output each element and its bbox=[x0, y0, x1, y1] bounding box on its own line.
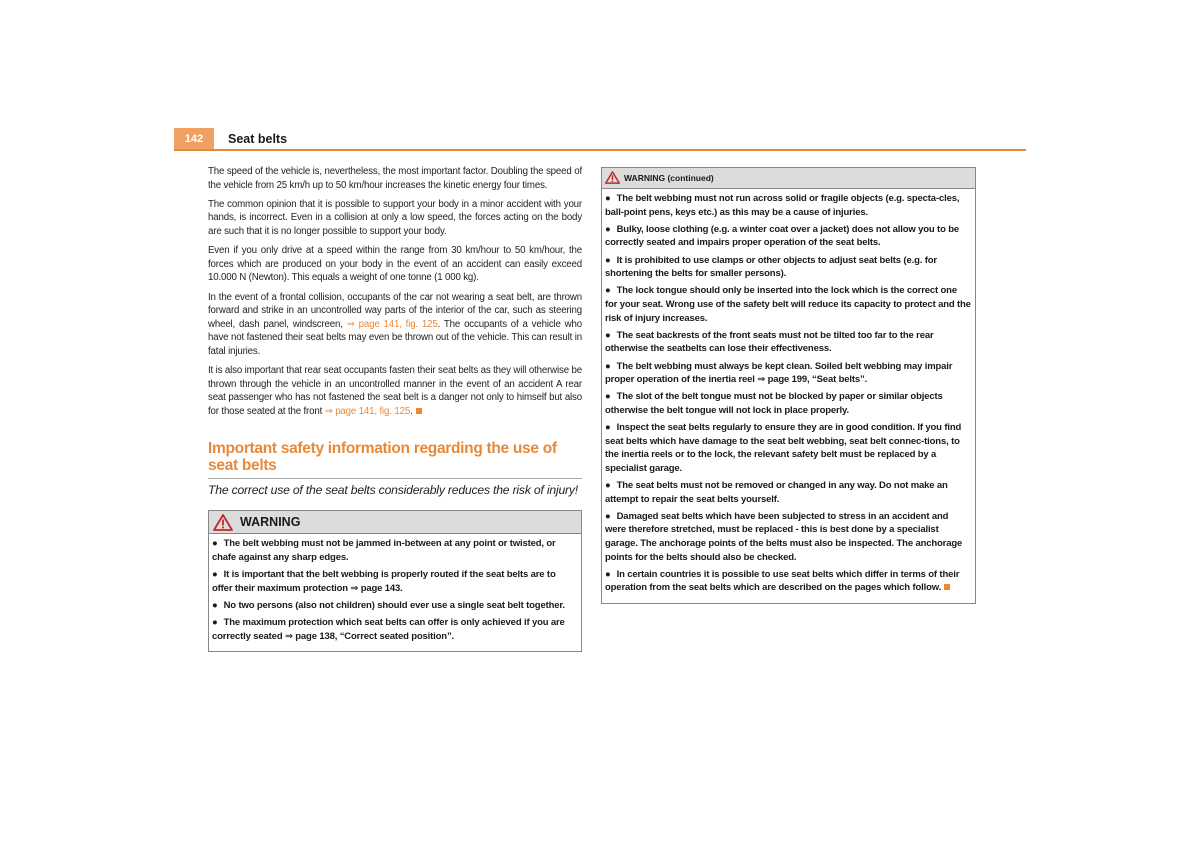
warning-bullet: ● The seat backrests of the front seats must not be tilted too far to the rear otherwise the seatbelts can lose their effectiveness. bbox=[605, 329, 934, 355]
warning-bullet: ● The belt webbing must always be kept clean. Soiled belt webbing may impair proper operation of the inertia reel ⇒ page 199, “Seat belts”. bbox=[605, 360, 953, 386]
paragraph-1: The speed of the vehicle is, nevertheless, the most important factor. Doubling the speed of the vehicle from 25 km/h up to 50 km/hour increases the kinetic energy four times. bbox=[208, 166, 582, 191]
bullet-dot: ● bbox=[605, 510, 611, 522]
bullet-dot: ● bbox=[605, 223, 611, 235]
warning-box bbox=[208, 510, 582, 652]
warning-triangle-icon bbox=[213, 514, 233, 531]
warning-bullet: ● The slot of the belt tongue must not be blocked by paper or similar objects otherwise the belt tongue will not lock in place properly. bbox=[605, 391, 943, 416]
warning-bullet: ● The belt webbing must not be jammed in-between at any point or twisted, or chafe against any sharp edges. bbox=[212, 538, 556, 564]
warning-title: WARNING bbox=[240, 515, 301, 530]
paragraph-4-tail: . The occupants of a vehicle who have not fastened their seat belts may even be thrown out of the vehicle. This can result in fatal injuries. bbox=[208, 318, 583, 357]
warning-bullet: ● Damaged seat belts which have been subjected to stress in an accident and were therefore stretched, must be replaced - this is best done by a specialist garage. The anchorage points of the belts must also be inspected. The anchorage points for the belts should also be checked. bbox=[605, 510, 963, 563]
warning-triangle-icon bbox=[605, 171, 620, 184]
warning-bullet: ● Bulky, loose clothing (e.g. a winter coat over a jacket) does not allow you to be correctly seated and impairs proper operation of the seat belts. bbox=[605, 223, 960, 249]
paragraph-5-text: It is also important that rear seat occupants fasten their seat belts as they will otherwise be thrown through the vehicle in an uncontrolled manner in the event of an accident A rear seat passenger who has not fastened the seat belt is a danger not only to himself but also for those seated at the front bbox=[208, 365, 582, 417]
paragraph-5 bbox=[208, 364, 582, 418]
page-reference-link[interactable]: ⇒ page 141, fig. 125 bbox=[346, 318, 438, 330]
bullet-dot: ● bbox=[212, 617, 218, 629]
bullet-dot: ● bbox=[605, 422, 611, 434]
bullet-dot: ● bbox=[605, 193, 611, 204]
section-subtitle: The correct use of the seat belts considerably reduces the risk of injury! bbox=[208, 483, 578, 498]
section-title: Seat belts bbox=[228, 132, 288, 146]
warning-bullet: ● No two persons (also not children) should ever use a single seat belt together. bbox=[212, 600, 565, 612]
warning-continued-title: WARNING (continued) bbox=[624, 173, 714, 183]
end-of-section-marker bbox=[944, 584, 950, 590]
page-number: 142 bbox=[174, 128, 214, 149]
section-heading: Important safety information regarding the use of seat belts bbox=[208, 440, 557, 475]
warning-bullet: ● The maximum protection which seat belts can offer is only achieved if you are correctly seated ⇒ page 138, “Correct seated position”. bbox=[212, 617, 565, 642]
warning-continued-box bbox=[601, 167, 976, 604]
bullet-dot: ● bbox=[605, 360, 611, 372]
warning-continued-body bbox=[602, 189, 975, 603]
bullet-dot: ● bbox=[605, 391, 611, 403]
warning-bullet: ● The lock tongue should only be inserted into the lock which is the correct one for your seat. Wrong use of the safety belt will reduce its capacity to protect and the risk of injury increases. bbox=[605, 285, 971, 324]
bullet-dot: ● bbox=[212, 600, 218, 612]
warning-bullet: ● The seat belts must not be removed or changed in any way. Do not make an attempt to repair the seat belts yourself. bbox=[605, 480, 948, 505]
page-reference-link[interactable]: ⇒ page 141, fig. 125 bbox=[324, 405, 411, 417]
warning-continued-header bbox=[602, 168, 975, 189]
page-header bbox=[174, 128, 1026, 151]
paragraph-3: Even if you only drive at a speed within the range from 30 km/hour to 50 km/hour, the forces which are produced on your body in the event of an accident can easily exceed 10.000 N (Newton). This equals a weight of one tonne (1 000 kg). bbox=[208, 245, 582, 284]
bullet-dot: ● bbox=[212, 569, 218, 581]
warning-bullet: ● It is important that the belt webbing is properly routed if the seat belts are to offer their maximum protection ⇒ page 143. bbox=[212, 569, 556, 594]
right-column bbox=[601, 167, 976, 604]
bullet-dot: ● bbox=[212, 538, 218, 550]
paragraph-4-text: In the event of a frontal collision, occupants of the car not wearing a seat belt, are thrown forward and strike in an uncontrolled way parts of the interior of the car, such as steering wheel, dash panel, windscreen, bbox=[208, 291, 582, 330]
paragraph-4 bbox=[208, 291, 582, 359]
heading-divider bbox=[208, 478, 582, 479]
warning-header bbox=[209, 511, 581, 534]
bullet-dot: ● bbox=[605, 254, 611, 266]
bullet-dot: ● bbox=[605, 568, 611, 580]
warning-bullet: ● The belt webbing must not run across solid or fragile objects (e.g. specta-cles, ball-point pens, keys etc.) as this may be a cause of injuries. bbox=[605, 193, 960, 218]
paragraph-5-tail: . bbox=[410, 405, 413, 417]
bullet-dot: ● bbox=[605, 480, 611, 492]
warning-bullet: ● In certain countries it is possible to use seat belts which differ in terms of their operation from the seat belts which are described on the pages which follow. bbox=[605, 568, 960, 594]
warning-bullet: ● It is prohibited to use clamps or other objects to adjust seat belts (e.g. for shortening the belts for smaller persons). bbox=[605, 254, 937, 280]
warning-bullet: ● Inspect the seat belts regularly to ensure they are in good condition. If you find seat belts which have damage to the seat belt webbing, seat belt connec-tions, to the inertia reels or to the lock, the relevant safety belt must be replaced by a specialist garage. bbox=[605, 422, 962, 474]
bullet-dot: ● bbox=[605, 329, 611, 341]
bullet-dot: ● bbox=[605, 285, 611, 297]
left-column bbox=[208, 165, 582, 652]
paragraph-2: The common opinion that it is possible to support your body in a minor accident with your hands, is incorrect. Even in a collision at only a low speed, the forces acting on the body are such that it is no longer possible to support your body. bbox=[208, 198, 582, 237]
warning-body bbox=[209, 534, 581, 651]
end-of-section-marker bbox=[416, 408, 422, 414]
